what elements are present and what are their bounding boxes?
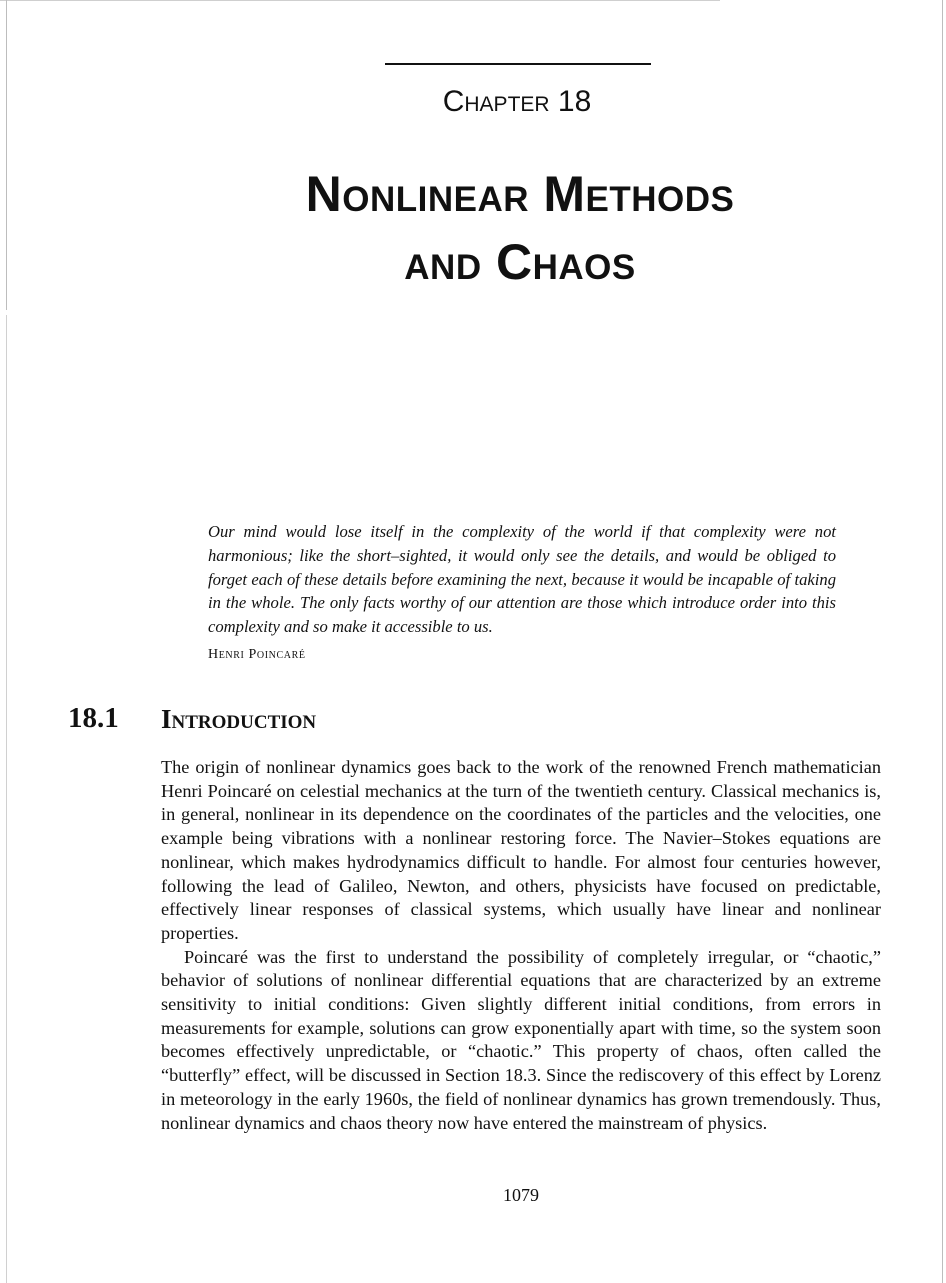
epigraph-quote: Our mind would lose itself in the complexity of the world if that complexity were not harmonious; like the short–sighted, it would only see the details, and would be obliged to forget each of these details before examining the next, because it would be incapable of taking in the whole. The only facts worthy of our attention are those which introduce order into this complexity and so make it accessible to us. <box>208 522 836 637</box>
chapter-rule <box>385 63 651 65</box>
chapter-label-text: Chapter 18 <box>442 85 592 118</box>
scan-edge-left-lower <box>6 315 7 1283</box>
chapter-label <box>0 82 946 122</box>
chapter-title <box>0 160 946 296</box>
section-number: 18.1 <box>68 702 119 734</box>
body-paragraph-2: Poincaré was the first to understand the possibility of completely irregular, or “chaotic,” behavior of solutions of nonlinear differential equations that are characterized by an extreme sensitivity to initial conditions: Given slightly different initial conditions, from errors in measurements for example, solutions can grow exponentially apart with time, so the system soon becomes effectively unpredictable, or “chaotic.” This property of chaos, often called the “butterfly” effect, will be discussed in Section 18.3. Since the rediscovery of this effect by Lorenz in meteorology in the early 1960s, the field of nonlinear dynamics has grown tremendously. Thus, nonlinear dynamics and chaos theory now have entered the mainstream of physics. <box>161 946 881 1133</box>
epigraph-author: Henri Poincaré <box>208 647 306 662</box>
scan-edge-top <box>0 0 720 1</box>
page-number: 1079 <box>503 1185 539 1205</box>
body-paragraph-1: The origin of nonlinear dynamics goes back to the work of the renowned French mathematician Henri Poincaré on celestial mechanics at the turn of the twentieth century. Classical mechanics is, in general, nonlinear in its dependence on the coordinates of the particles and the velocities, one example being vibrations with a nonlinear restoring force. The Navier–Stokes equations are nonlinear, which makes hydrodynamics difficult to handle. For almost four centuries however, following the lead of Galileo, Newton, and others, physicists have focused on predictable, effectively linear responses of classical systems, which usually have linear and nonlinear properties. <box>161 757 881 943</box>
section-title: Introduction <box>161 704 317 734</box>
body-text <box>161 756 881 1135</box>
chapter-title-line-1: Nonlinear Methods <box>305 166 735 222</box>
chapter-title-line-2: and Chaos <box>404 234 636 290</box>
